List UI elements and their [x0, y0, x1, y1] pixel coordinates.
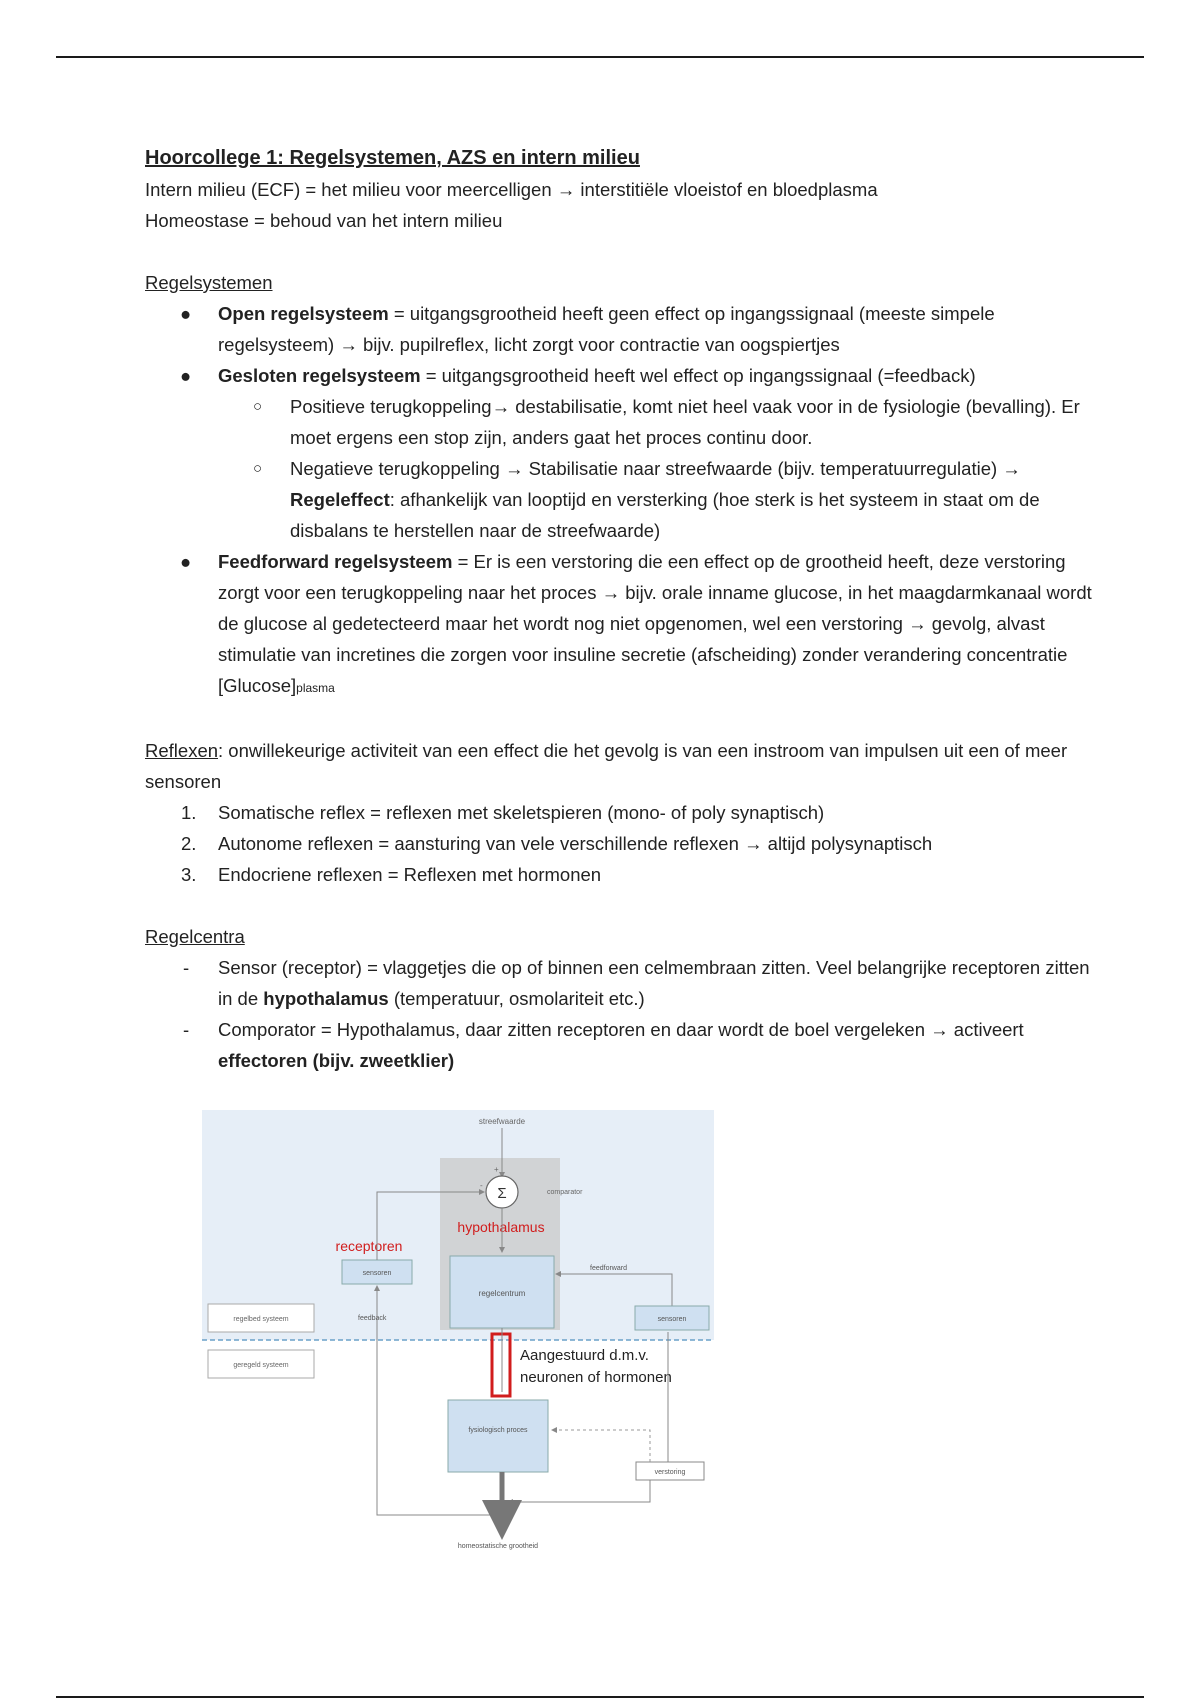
list-item-text: Endocriene reflexen = Reflexen met hormonen — [218, 864, 602, 885]
label-output: homeostatische grootheid — [457, 1543, 539, 1550]
term-hypothalamus: hypothalamus — [263, 988, 389, 1009]
text-negatief-post: : afhankelijk van looptijd en versterking (hoe sterk is het systeem in staat om de disbalans te herstellen naar de streefwaarde) — [290, 489, 1040, 541]
bullet-icon: ● — [180, 365, 192, 386]
reflexen-definition: : onwillekeurige activiteit van een effect die het gevolg is van een instroom van impulsen uit een of meer sensoren — [145, 740, 1068, 792]
text-comp-pre: Comporator = Hypothalamus, daar zitten receptoren en daar wordt de boel vergeleken → activeert — [218, 1019, 1024, 1040]
bullet-icon: ● — [180, 551, 192, 572]
intro-line-2: Homeostase = behoud van het intern milieu — [145, 210, 503, 231]
verstoring-to-output — [508, 1480, 650, 1502]
label-comparator: comparator — [547, 1189, 583, 1196]
term-gesloten: Gesloten regelsysteem — [218, 365, 421, 386]
text-open: = uitgangsgrootheid heeft geen effect op ingangssignaal (meeste simpele regelsysteem) → bijv. pupilreflex, licht zorgt voor contractie van oogspiertjes — [218, 303, 995, 355]
document-body — [145, 143, 1095, 1076]
text-sensor-post: (temperatuur, osmolariteit etc.) — [388, 988, 645, 1009]
list-item-gesloten — [145, 360, 1095, 391]
label-receptoren: receptoren — [335, 1238, 403, 1254]
list-number: 2. — [181, 833, 197, 854]
label-gekoppeld: geregeld systeem — [233, 1362, 289, 1369]
label-verstoring: verstoring — [654, 1469, 686, 1476]
control-system-diagram — [202, 1110, 714, 1550]
bottom-rule — [56, 1696, 1144, 1698]
circle-bullet-icon: ○ — [253, 460, 263, 477]
actuator-highlight — [492, 1334, 510, 1396]
label-regelcentrum: regelcentrum — [478, 1289, 526, 1298]
label-aangestuurd-1: Aangestuurd d.m.v. — [520, 1347, 649, 1364]
list-item — [145, 828, 1095, 859]
plus-sign: + — [494, 1165, 499, 1174]
list-number: 3. — [181, 864, 197, 885]
subscript-plasma: plasma — [296, 681, 335, 695]
list-item-feedforward — [145, 546, 1095, 704]
label-aangestuurd-2: neuronen of hormonen — [520, 1369, 672, 1386]
circle-bullet-icon: ○ — [253, 398, 263, 415]
text-sensor-pre: Sensor (receptor) = vlaggetjes die op of binnen een celmembraan zitten. Veel belangrijke receptoren zitten in de — [218, 957, 1090, 1009]
diagram-svg — [202, 1110, 714, 1550]
label-streefwaarde: streefwaarde — [478, 1117, 526, 1126]
list-item-text: Autonome reflexen = aansturing van vele verschillende reflexen → altijd polysynaptisch — [218, 833, 933, 854]
text-negatief-pre: Negatieve terugkoppeling → Stabilisatie naar streefwaarde (bijv. temperatuurregulatie) → — [290, 458, 1021, 479]
dash-bullet: - — [183, 1019, 190, 1040]
sub-item-negatief — [145, 453, 1095, 546]
verstoring-dashed — [552, 1430, 650, 1462]
intro-line-1: Intern milieu (ECF) = het milieu voor meercelligen → interstitiële vloeistof en bloedplasma — [145, 179, 878, 200]
term-effectoren: effectoren (bijv. zweetklier) — [218, 1050, 455, 1071]
label-feedback: feedback — [358, 1315, 387, 1322]
proces-box — [448, 1400, 548, 1472]
sigma-symbol: Σ — [497, 1185, 507, 1202]
term-regeleffect: Regeleffect — [290, 489, 390, 510]
label-hypothalamus: hypothalamus — [457, 1219, 545, 1235]
dash-bullet: - — [183, 957, 190, 978]
list-item-text: Somatische reflex = reflexen met skeletspieren (mono- of poly synaptisch) — [218, 802, 825, 823]
list-number: 1. — [181, 802, 197, 823]
text-positief: Positieve terugkoppeling→ destabilisatie, komt niet heel vaak voor in de fysiologie (bevalling). Er moet ergens een stop zijn, anders gaat het proces continu door. — [290, 396, 1080, 448]
top-rule — [56, 56, 1144, 58]
list-item-sensor — [145, 952, 1095, 1014]
label-teruggekoppeld: regelbed systeem — [233, 1316, 289, 1323]
section-heading-regelsystemen: Regelsystemen — [145, 272, 273, 293]
text-feedforward: = Er is een verstoring die een effect op de grootheid heeft, deze verstoring zorgt voor een terugkoppeling naar het proces → bijv. orale inname glucose, in het maagdarmkanaal wordt de glucose al gedetecteerd maar het wordt nog niet opgenomen, wel een verstoring → gevolg, alvast stimulatie van incretines die zorgen voor insuline secretie (afscheiding) zonder verandering concentratie [Glucose] — [218, 551, 1092, 696]
list-item — [145, 859, 1095, 890]
label-sensoren-right: sensoren — [657, 1316, 687, 1323]
label-feedforward: feedforward — [590, 1265, 627, 1272]
term-open: Open regelsysteem — [218, 303, 389, 324]
term-feedforward: Feedforward regelsysteem — [218, 551, 453, 572]
text-gesloten: = uitgangsgrootheid heeft wel effect op ingangssignaal (=feedback) — [420, 365, 976, 386]
label-proces: fysiologisch proces — [468, 1427, 528, 1434]
list-item-open — [145, 298, 1095, 360]
section-heading-regelcentra: Regelcentra — [145, 926, 245, 947]
list-item-comporator — [145, 1014, 1095, 1076]
list-item — [145, 797, 1095, 828]
page-title: Hoorcollege 1: Regelsystemen, AZS en intern milieu — [145, 147, 640, 169]
bullet-icon: ● — [180, 303, 192, 324]
label-sensoren-left: sensoren — [362, 1270, 392, 1277]
section-heading-reflexen: Reflexen — [145, 740, 219, 761]
sub-item-positief — [145, 391, 1095, 453]
minus-sign: - — [480, 1181, 483, 1190]
reflexen-paragraph — [145, 735, 1095, 797]
